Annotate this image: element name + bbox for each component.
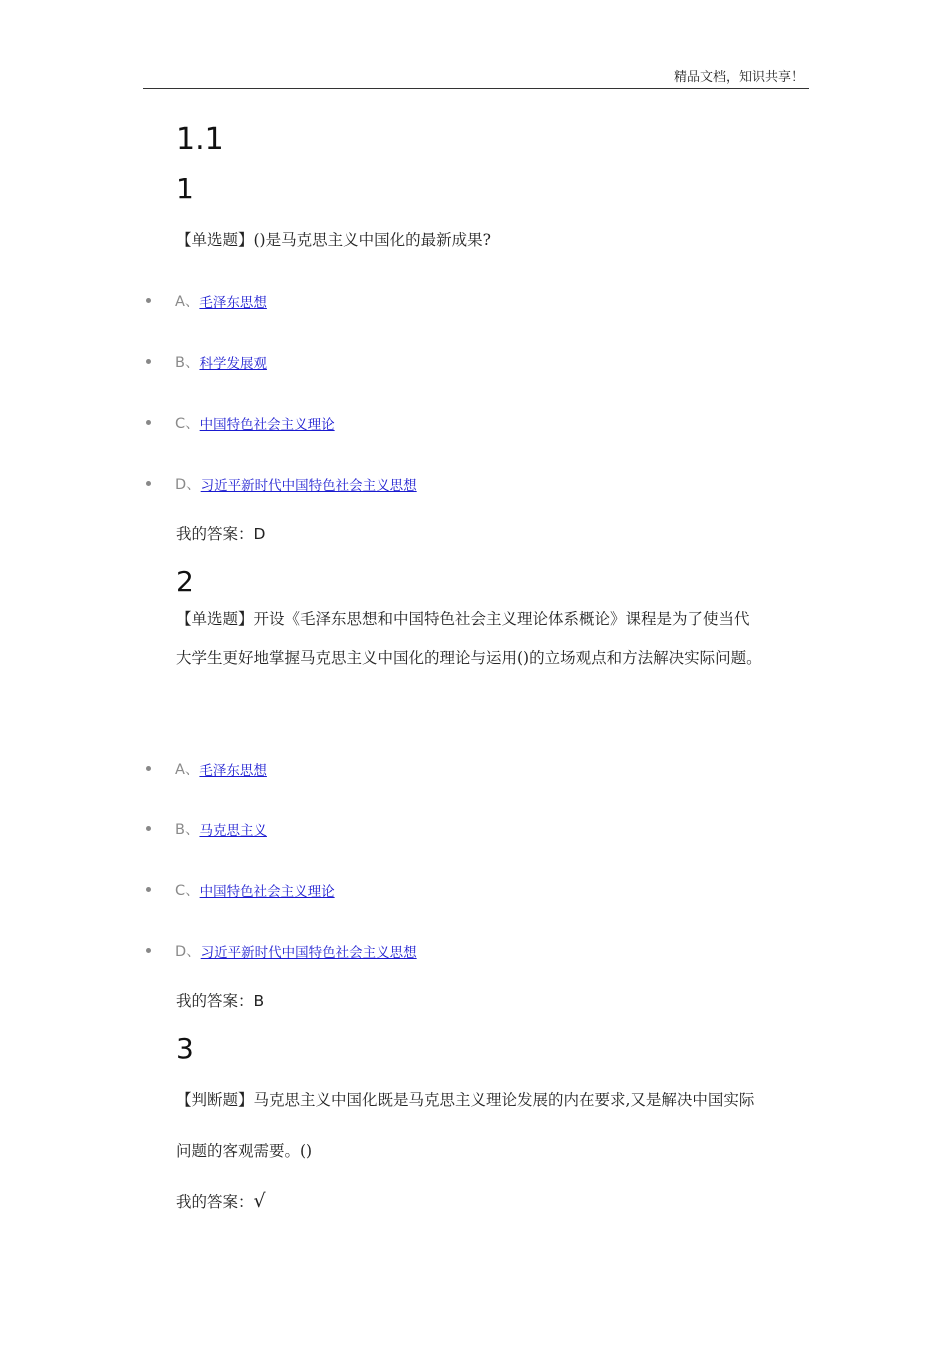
option-2c[interactable] — [146, 879, 335, 900]
question-line: 【单选题】开设《毛泽东思想和中国特色社会主义理论体系概论》课程是为了使当代 — [176, 610, 750, 628]
option-link[interactable]: 习近平新时代中国特色社会主义思想 — [200, 477, 417, 494]
bullet-icon — [146, 481, 151, 486]
header-rule — [143, 88, 809, 89]
answer-1 — [176, 522, 265, 544]
option-link[interactable]: 中国特色社会主义理论 — [199, 416, 335, 433]
option-link[interactable]: 中国特色社会主义理论 — [199, 883, 335, 900]
question-line: 【单选题】()是马克思主义中国化的最新成果? — [176, 231, 491, 249]
option-letter: D、 — [175, 477, 201, 493]
option-letter: B、 — [175, 355, 200, 371]
header-text: 精品文档，知识共享！ — [673, 70, 804, 85]
question-number-3: 3 — [176, 1032, 194, 1065]
option-1a[interactable] — [146, 290, 267, 311]
option-link[interactable]: 习近平新时代中国特色社会主义思想 — [200, 944, 417, 961]
bullet-icon — [146, 298, 151, 303]
answer-label: 我的答案： — [176, 992, 254, 1010]
bullet-icon — [146, 887, 151, 892]
bullet-icon — [146, 948, 151, 953]
section-title: 1.1 — [176, 122, 224, 157]
answer-value: √ — [253, 1190, 266, 1212]
bullet-icon — [146, 420, 151, 425]
question-number-2: 2 — [176, 565, 194, 598]
option-2d[interactable] — [146, 940, 417, 961]
option-link[interactable]: 毛泽东思想 — [199, 294, 267, 311]
option-link[interactable]: 马克思主义 — [199, 822, 267, 839]
option-2a[interactable] — [146, 758, 267, 779]
option-link[interactable]: 毛泽东思想 — [199, 762, 267, 779]
option-link[interactable]: 科学发展观 — [199, 355, 267, 372]
option-1d[interactable] — [146, 473, 417, 494]
option-1c[interactable] — [146, 412, 335, 433]
question-line: 大学生更好地掌握马克思主义中国化的理论与运用()的立场观点和方法解决实际问题。 — [176, 649, 762, 667]
option-letter: D、 — [175, 944, 201, 960]
answer-3 — [176, 1190, 266, 1212]
answer-label: 我的答案： — [176, 525, 254, 543]
answer-label: 我的答案： — [176, 1193, 254, 1211]
question-line: 【判断题】马克思主义中国化既是马克思主义理论发展的内在要求,又是解决中国实际 — [176, 1091, 755, 1109]
answer-2 — [176, 989, 264, 1011]
option-letter: A、 — [175, 762, 200, 778]
question-number-1: 1 — [176, 172, 194, 205]
option-letter: A、 — [175, 294, 200, 310]
bullet-icon — [146, 359, 151, 364]
option-2b[interactable] — [146, 818, 267, 839]
answer-value: B — [253, 992, 265, 1010]
bullet-icon — [146, 826, 151, 831]
answer-value: D — [253, 525, 266, 543]
option-letter: C、 — [175, 883, 200, 899]
option-letter: B、 — [175, 822, 200, 838]
bullet-icon — [146, 766, 151, 771]
option-letter: C、 — [175, 416, 200, 432]
option-1b[interactable] — [146, 351, 267, 372]
question-line: 问题的客观需要。() — [176, 1142, 313, 1160]
